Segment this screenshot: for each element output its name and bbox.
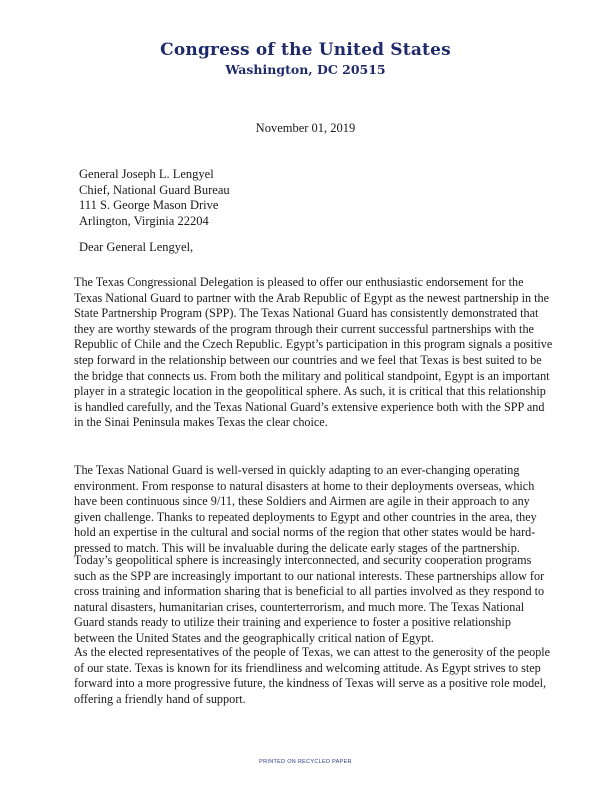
letterhead-address: Washington, DC 20515 xyxy=(225,62,386,77)
recipient-street: 111 S. George Mason Drive xyxy=(79,198,219,212)
recycled-paper-notice: PRINTED ON RECYCLED PAPER xyxy=(259,759,352,765)
recipient-address xyxy=(79,167,230,229)
letter-date: November 01, 2019 xyxy=(255,121,356,135)
body-paragraph: The Texas National Guard is well-versed in quickly adapting to an ever-changing operating environment. From response to natural disasters at home to their deployments overseas, which have been continuous since 9/11, these Soldiers and Airmen are agile in their approach to any given challenge. Thanks to repeated deployments to Egypt and other countries in the area, they hold an expertise in the cultural and social norms of the region that other states would be hard-pressed to match. This will be invaluable during the delicate early stages of the partnership. xyxy=(74,463,537,555)
letterhead-title: Congress of the United States xyxy=(160,40,451,60)
recipient-name: General Joseph L. Lengyel xyxy=(79,167,214,181)
salutation: Dear General Lengyel, xyxy=(79,240,194,254)
body-paragraph: The Texas Congressional Delegation is pleased to offer our enthusiastic endorsement for the Texas National Guard to partner with the Arab Republic of Egypt as the newest partnership in the State Partnership Program (SPP). The Texas National Guard has consistently demonstrated that they are worthy stewards of the program through their current successful partnerships with the Republic of Chile and the Czech Republic. Egypt’s participation in this program signals a positive step forward in the relationship between our countries and we feel that Texas is best suited to be the bridge that connects us. From both the military and political standpoint, Egypt is an important player in a strategic location in the geopolitical sphere. As such, it is critical that this relationship is handled carefully, and the Texas National Guard’s extensive experience both with the SPP and in the Sinai Peninsula makes Texas the clear choice. xyxy=(74,275,553,430)
body-paragraph: Today’s geopolitical sphere is increasingly interconnected, and security cooperation programs such as the SPP are increasingly important to our national interests. These partnerships allow for cross training and information sharing that is beneficial to all parties involved as they respond to natural disasters, humanitarian crises, counterterrorism, and much more. The Texas National Guard stands ready to utilize their training and experience to foster a positive relationship between the United States and the geographically critical nation of Egypt. xyxy=(74,553,545,645)
recipient-title: Chief, National Guard Bureau xyxy=(79,182,230,197)
letterhead xyxy=(0,40,611,78)
body-paragraph: As the elected representatives of the people of Texas, we can attest to the generosity of the people of our state. Texas is known for its friendliness and welcoming attitude. As Egypt strives to step forward into a more progressive future, the kindness of Texas will serve as a positive role model, offering a friendly hand of support. xyxy=(74,645,551,706)
recipient-city: Arlington, Virginia 22204 xyxy=(79,213,209,228)
